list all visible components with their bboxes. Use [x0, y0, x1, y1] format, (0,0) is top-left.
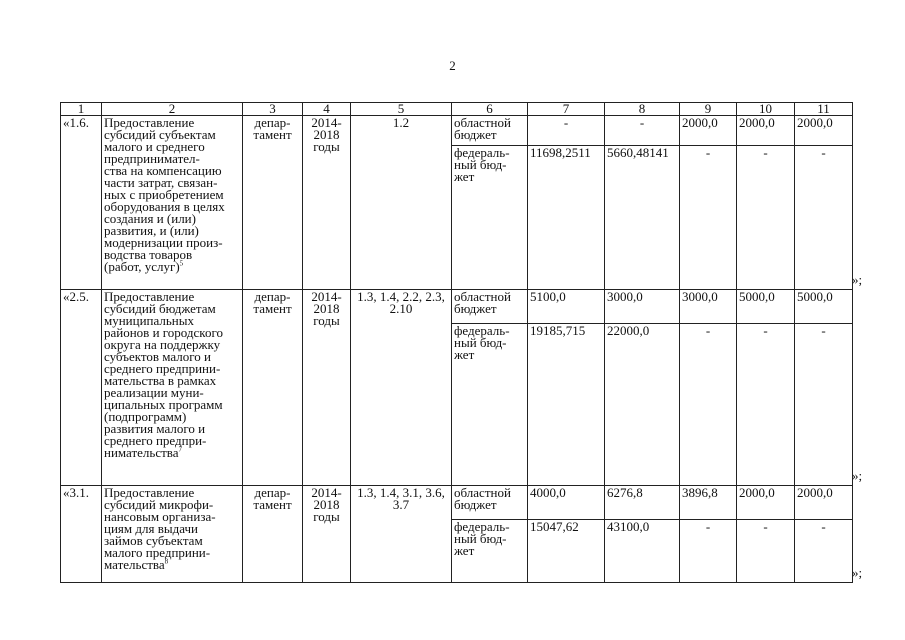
item-number: «2.5.: [61, 290, 102, 486]
funding-source: федераль-ный бюд-жет: [452, 146, 528, 290]
page-number: 2: [449, 58, 456, 73]
item-name-line: муниципальных: [104, 313, 195, 328]
item-name-line: нансовым организа-: [104, 509, 216, 524]
amount-cell: 6276,8: [605, 486, 680, 520]
item-name-line: ных с приобретением: [104, 187, 224, 202]
program-row: [61, 116, 853, 146]
executor: депар-тамент: [243, 116, 303, 290]
item-name-line: мательства$^8$: [104, 557, 169, 572]
item-name: [102, 486, 243, 583]
period: 2014-2018 годы: [303, 290, 351, 486]
amount-cell: -: [737, 520, 795, 583]
item-name-line: малого и среднего: [104, 139, 205, 154]
column-header: 9: [680, 103, 737, 116]
column-header: 10: [737, 103, 795, 116]
column-header: 4: [303, 103, 351, 116]
program-row: [61, 290, 853, 324]
column-header: 7: [528, 103, 605, 116]
program-row: [61, 486, 853, 520]
item-name-line: (работ, услуг)$^5$: [104, 259, 184, 274]
funding-source: федераль-ный бюд-жет: [452, 520, 528, 583]
amount-cell: 19185,715: [528, 324, 605, 486]
amount-cell: 3000,0: [680, 290, 737, 324]
column-header: 8: [605, 103, 680, 116]
indicators: 1.2: [351, 116, 452, 290]
column-header: 11: [795, 103, 853, 116]
amount-cell: 2000,0: [737, 116, 795, 146]
amount-cell: -: [680, 520, 737, 583]
item-name-line: Предоставление: [104, 485, 195, 500]
program-table: [60, 102, 853, 583]
amount-cell: -: [680, 146, 737, 290]
amount-cell: -: [737, 146, 795, 290]
item-name-line: среднего предприни-: [104, 361, 221, 376]
executor: депар-тамент: [243, 290, 303, 486]
item-name-line: малого предприни-: [104, 545, 211, 560]
amount-cell: 5100,0: [528, 290, 605, 324]
item-name-line: районов и городского: [104, 325, 223, 340]
item-number: «3.1.: [61, 486, 102, 583]
amount-cell: 4000,0: [528, 486, 605, 520]
period: 2014-2018 годы: [303, 486, 351, 583]
amount-cell: 5000,0: [737, 290, 795, 324]
amount-cell: 15047,62: [528, 520, 605, 583]
funding-source: областной бюджет: [452, 290, 528, 324]
closing-quote: »;: [852, 271, 863, 287]
column-header: 3: [243, 103, 303, 116]
amount-cell: 2000,0: [680, 116, 737, 146]
item-name-line: нимательства$^7$: [104, 445, 183, 460]
funding-source: федераль-ный бюд-жет: [452, 324, 528, 486]
item-name-line: среднего предпри-: [104, 433, 207, 448]
item-name-line: субсидий микрофи-: [104, 497, 214, 512]
indicators: 1.3, 1.4, 2.2, 2.3, 2.10: [351, 290, 452, 486]
item-name-line: водства товаров: [104, 247, 193, 262]
item-name-line: ципальных программ: [104, 397, 223, 412]
item-name-line: ства на компенсацию: [104, 163, 222, 178]
amount-cell: 43100,0: [605, 520, 680, 583]
item-name-line: создания и (или): [104, 211, 196, 226]
header-row: [61, 103, 853, 116]
amount-cell: -: [795, 520, 853, 583]
amount-cell: 2000,0: [795, 116, 853, 146]
item-name-line: Предоставление: [104, 115, 195, 130]
indicators: 1.3, 1.4, 3.1, 3.6, 3.7: [351, 486, 452, 583]
amount-cell: -: [795, 146, 853, 290]
item-name-line: (подпрограмм): [104, 409, 187, 424]
column-header: 1: [61, 103, 102, 116]
item-name-line: мательства в рамках: [104, 373, 217, 388]
period: 2014-2018 годы: [303, 116, 351, 290]
amount-cell: 2000,0: [795, 486, 853, 520]
footnote-marker: 7: [178, 445, 183, 454]
footnote-marker: 8: [164, 557, 169, 566]
column-header: 2: [102, 103, 243, 116]
item-name-line: займов субъектам: [104, 533, 203, 548]
executor: депар-тамент: [243, 486, 303, 583]
item-name-line: субсидий субъектам: [104, 127, 216, 142]
item-name-line: циям для выдачи: [104, 521, 198, 536]
item-number: «1.6.: [61, 116, 102, 290]
amount-cell: 22000,0: [605, 324, 680, 486]
closing-quote: »;: [852, 564, 863, 580]
item-name-line: оборудования в целях: [104, 199, 225, 214]
item-name-line: реализации муни-: [104, 385, 204, 400]
item-name-line: части затрат, связан-: [104, 175, 218, 190]
item-name-line: развития, и (или): [104, 223, 199, 238]
amount-cell: 2000,0: [737, 486, 795, 520]
item-name-line: субсидий бюджетам: [104, 301, 216, 316]
amount-cell: 5000,0: [795, 290, 853, 324]
footnote-marker: 5: [179, 259, 184, 268]
item-name: [102, 116, 243, 290]
amount-cell: -: [795, 324, 853, 486]
amount-cell: 3000,0: [605, 290, 680, 324]
amount-cell: -: [605, 116, 680, 146]
column-header: 6: [452, 103, 528, 116]
column-header: 5: [351, 103, 452, 116]
item-name: [102, 290, 243, 486]
amount-cell: 11698,2511: [528, 146, 605, 290]
amount-cell: -: [680, 324, 737, 486]
amount-cell: -: [737, 324, 795, 486]
item-name-line: Предоставление: [104, 289, 195, 304]
closing-quote: »;: [852, 467, 863, 483]
funding-source: областной бюджет: [452, 486, 528, 520]
item-name-line: развития малого и: [104, 421, 206, 436]
funding-source: областной бюджет: [452, 116, 528, 146]
amount-cell: 5660,48141: [605, 146, 680, 290]
item-name-line: предпринимател-: [104, 151, 200, 166]
item-name-line: модернизации произ-: [104, 235, 223, 250]
amount-cell: 3896,8: [680, 486, 737, 520]
item-name-line: округа на поддержку: [104, 337, 221, 352]
item-name-line: субъектов малого и: [104, 349, 211, 364]
amount-cell: -: [528, 116, 605, 146]
